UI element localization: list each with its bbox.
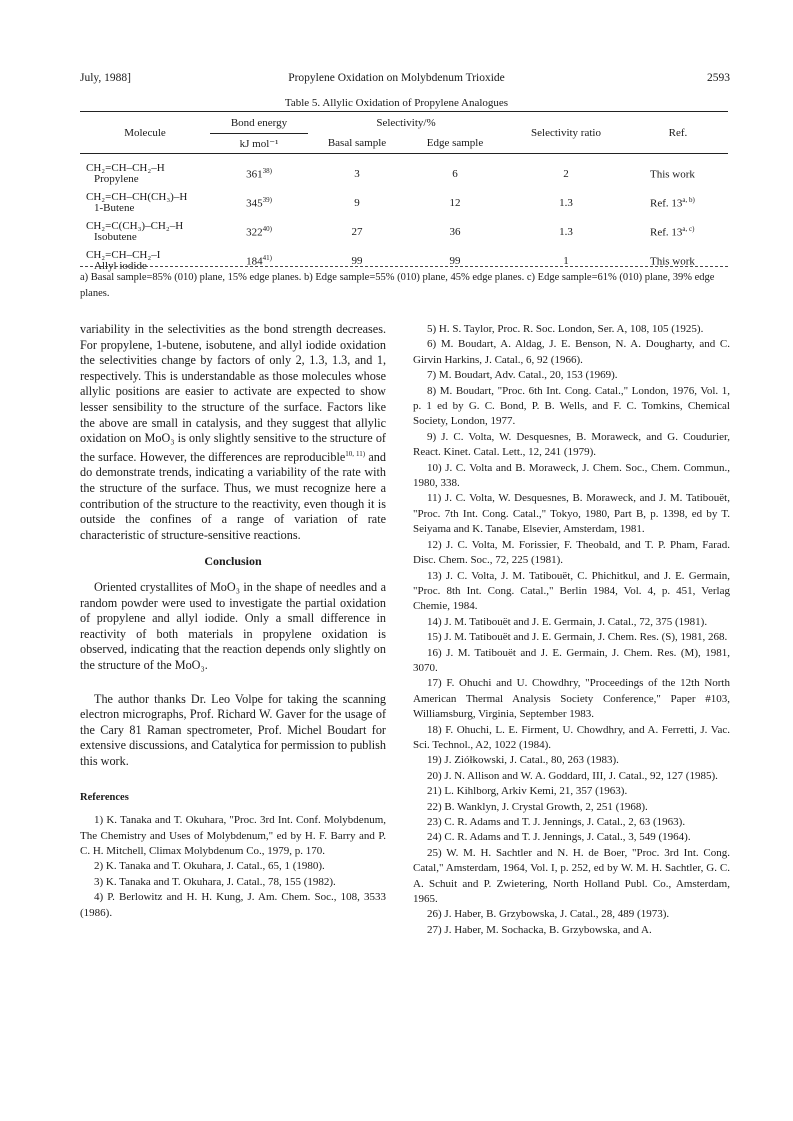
reference-item: 7) M. Boudart, Adv. Catal., 20, 153 (1969). (427, 369, 618, 382)
row-ref: This work (650, 255, 695, 268)
reference-item: 24) C. R. Adams and T. J. Jennings, J. Catal., 3, 549 (1964). (427, 831, 691, 844)
reference-item: 23) C. R. Adams and T. J. Jennings, J. Catal., 2, 63 (1963). (427, 816, 686, 828)
row-formula: CH₂=CH–CH₂–H (86, 161, 165, 174)
table-top-rule (80, 111, 728, 112)
header-selectivity-ratio: Selectivity ratio (531, 126, 601, 139)
reference-item: 13) J. C. Volta, J. M. Tatibouët, C. Phichitkul, and J. E. Germain, "Proc. 8th Int. Cong. Catal.," Berlin 1984, Vol. 4, p. 451, Verlag Chemie, 1984. (413, 569, 730, 613)
reference-item: 20) J. N. Allison and W. A. Goddard, III, J. Catal., 92, 127 (1985). (427, 769, 718, 782)
row-ratio: 1.3 (559, 196, 573, 209)
reference-item: 26) J. Haber, B. Grzybowska, J. Catal., 28, 489 (1973). (427, 908, 670, 921)
row-energy: 184 (246, 255, 263, 268)
row-ref: Ref. 13 (650, 197, 683, 210)
references-heading: References (80, 791, 129, 803)
row-energy-ref: 40) (262, 224, 272, 233)
row-formula: CH₂=CH–CH₂–I (86, 248, 161, 261)
table-row (80, 217, 728, 246)
row-ref-sup: a, c) (682, 224, 695, 233)
reference-item: 10) J. C. Volta and B. Moraweck, J. Chem. Soc., Chem. Commun., 1980, 338. (413, 461, 730, 490)
page-number: 2593 (707, 72, 730, 84)
reference-item: 22) B. Wanklyn, J. Crystal Growth, 2, 251 (1968). (427, 800, 648, 813)
reference-item: 17) F. Ohuchi and U. Chowdhry, "Proceedings of the 12th North American Thermal Analysis Society Conference," Paper #103, Williamsburg, Virginia, September 1983. (413, 677, 730, 721)
reference-item: 9) J. C. Volta, W. Desquesnes, B. Moraweck, and G. Coudurier, React. Kinet. Catal. Lett., 12, 241 (1979). (413, 430, 730, 459)
header-edge: Edge sample (426, 136, 484, 149)
reference-item: 1) K. Tanaka and T. Okuhara, "Proc. 3rd Int. Conf. Molybdenum, The Chemistry and Uses of Molybdenum," ed by H. F. Barry and P. C. H. Mitchell, Climax Molybdenum Co., 1979, p. 170. (80, 814, 386, 857)
row-basal: 3 (354, 167, 360, 180)
left-column (80, 322, 386, 921)
reference-item: 19) J. Ziółkowski, J. Catal., 80, 263 (1983). (427, 754, 619, 767)
row-name: Propylene (94, 172, 139, 185)
reference-item: 2) K. Tanaka and T. Okuhara, J. Catal., 65, 1 (1980). (94, 860, 325, 873)
reference-item: 18) F. Ohuchi, L. E. Firment, U. Chowdhry, and A. Ferretti, J. Vac. Sci. Technol., A2, 1022 (1984). (413, 723, 730, 751)
row-name: Allyl iodide (94, 259, 147, 272)
header-basal: Basal sample (327, 136, 387, 149)
row-ratio: 2 (563, 167, 569, 180)
reference-item: 27) J. Haber, M. Sochacka, B. Grzybowska, and A. (427, 923, 652, 936)
table-bottom-rule (80, 266, 728, 267)
reference-item: 16) J. M. Tatibouët and J. E. Germain, J. Chem. Res. (M), 1981, 3070. (413, 646, 730, 674)
section-title-conclusion: Conclusion (204, 554, 262, 569)
paragraph-variability: variability in the selectivities as the bond strength decreases. For propylene, 1-butene, isobutene, and allyl iodide oxidation the selectivities change by factors of only 2, 1.3, 1.3, and 1, respectively. This is understandable as those molecules whose allylic positions are easier to activate are expected to show lesser sensibility to the structure of the surface. Factors like the above are small in catalysis, and they suggest that allylic oxidation on MoO₃ is only slightly sensitive to the structure of the surface. However, the differences are reproducible$^{10, 11)}$ and do demonstrate trends, indicating a variability of the rate with the structure of the surface. Thus, we must recognize here a contribution of the structure to the reactivity, even though it is outside the confines of a range of variation of rate characteristic of structure-sensitive reactions. (80, 322, 386, 542)
row-name: Isobutene (94, 230, 137, 243)
header-molecule: Molecule (124, 126, 166, 139)
row-ratio: 1.3 (559, 225, 573, 238)
row-energy-ref: 41) (262, 253, 272, 262)
row-energy-ref: 39) (262, 195, 272, 204)
row-edge: 6 (452, 167, 458, 180)
citation-sup: 10, 11) (345, 449, 366, 458)
header-selectivity: Selectivity/% (376, 117, 436, 129)
row-ref-sup: a, b) (682, 195, 695, 204)
reference-item: 21) L. Kihlborg, Arkiv Kemi, 21, 357 (1963). (427, 785, 628, 798)
reference-item: 4) P. Berlowitz and H. H. Kung, J. Am. Chem. Soc., 108, 3533 (1986). (80, 891, 386, 919)
table-5 (80, 113, 728, 275)
header-bond-energy: Bond energy (210, 113, 308, 133)
row-energy-ref: 38) (262, 166, 272, 175)
paragraph-conclusion: Oriented crystallites of MoO₃ in the shape of needles and a random powder were used to investigate the partial oxidation of propylene and allyl iodide. Only a small difference in reactivity of both materials in propylene oxidation is observed, indicating that the reaction depends only slightly on the structure of the MoO₃. (80, 579, 386, 672)
reference-item: 12) J. C. Volta, M. Forissier, F. Theobald, and T. P. Pham, Farad. Disc. Chem. Soc., 72, 225 (1981). (413, 538, 730, 567)
reference-item: 15) J. M. Tatibouët and J. E. Germain, J. Chem. Res. (S), 1981, 268. (427, 631, 728, 644)
row-basal: 99 (351, 254, 363, 267)
running-header-date: July, 1988] (80, 72, 132, 84)
table-row (80, 159, 728, 188)
row-energy: 345 (246, 197, 263, 210)
header-ref: Ref. (668, 126, 688, 139)
reference-item: 3) K. Tanaka and T. Okuhara, J. Catal., 78, 155 (1982). (94, 875, 336, 888)
reference-item: 25) W. M. H. Sachtler and N. H. de Boer, "Proc. 3rd Int. Cong. Catal," Amsterdam, 1964, Vol. I, p. 252, ed by W. M. H. Sachtler, G. C. A. Schuit and P. Zwietering, North Holland Publ. Co., Amsterdam, 1965. (413, 846, 730, 906)
row-edge: 12 (449, 196, 461, 209)
table-footnote: a) Basal sample=85% (010) plane, 15% edge planes. b) Edge sample=55% (010) plane, 45% edge planes. c) Edge sample=61% (010) plane, 39% edge planes. (80, 272, 715, 299)
row-formula: CH₂=CH–CH(CH₃)–H (86, 190, 188, 203)
reference-item: 6) M. Boudart, A. Aldag, J. E. Benson, N. A. Dougharty, and C. Girvin Harkins, J. Catal., 6, 92 (1966). (413, 338, 730, 366)
reference-item: 14) J. M. Tatibouët and J. E. Germain, J. Catal., 72, 375 (1981). (427, 615, 708, 628)
running-header-title: Propylene Oxidation on Molybdenum Trioxide (288, 72, 505, 84)
table-row (80, 188, 728, 217)
reference-item: 11) J. C. Volta, W. Desquesnes, B. Moraweck, and J. M. Tatibouët, "Proc. 7th Int. Cong. Catal.," Tokyo, 1980, Part B, p. 1398, ed by T. Seiyama and K. Tanabe, Elsevier, Amsterdam, 1981. (413, 492, 730, 536)
row-ref: Ref. 13 (650, 226, 683, 239)
row-energy: 361 (246, 168, 263, 181)
row-energy: 322 (246, 226, 263, 239)
row-basal: 9 (354, 196, 360, 209)
row-basal: 27 (351, 225, 363, 238)
row-ref: This work (650, 168, 695, 181)
row-formula: CH₂=C(CH₃)–CH₂–H (86, 219, 184, 232)
table-caption: Table 5. Allylic Oxidation of Propylene Analogues (284, 97, 509, 109)
row-name: 1-Butene (94, 201, 135, 214)
row-edge: 99 (449, 254, 461, 267)
row-edge: 36 (449, 225, 461, 238)
reference-item: 5) H. S. Taylor, Proc. R. Soc. London, Ser. A, 108, 105 (1925). (427, 323, 704, 335)
acknowledgement: The author thanks Dr. Leo Volpe for taking the scanning electron micrographs, Prof. Richard W. Gaver for the usage of the Cary 81 Raman spectrometer, Prof. Michel Boudart for extensive discussions, and Catalytica for permission to publish this work. (80, 691, 386, 768)
header-unit: kJ mol⁻¹ (239, 137, 279, 150)
right-column (413, 322, 730, 938)
reference-item: 8) M. Boudart, "Proc. 6th Int. Cong. Catal.," London, 1976, Vol. 1, p. 1 ed by G. C. Bond, P. B. Wells, and F. C. Tomkins, Chemical Society, London, 1977. (413, 384, 730, 428)
row-ratio: 1 (563, 254, 569, 267)
